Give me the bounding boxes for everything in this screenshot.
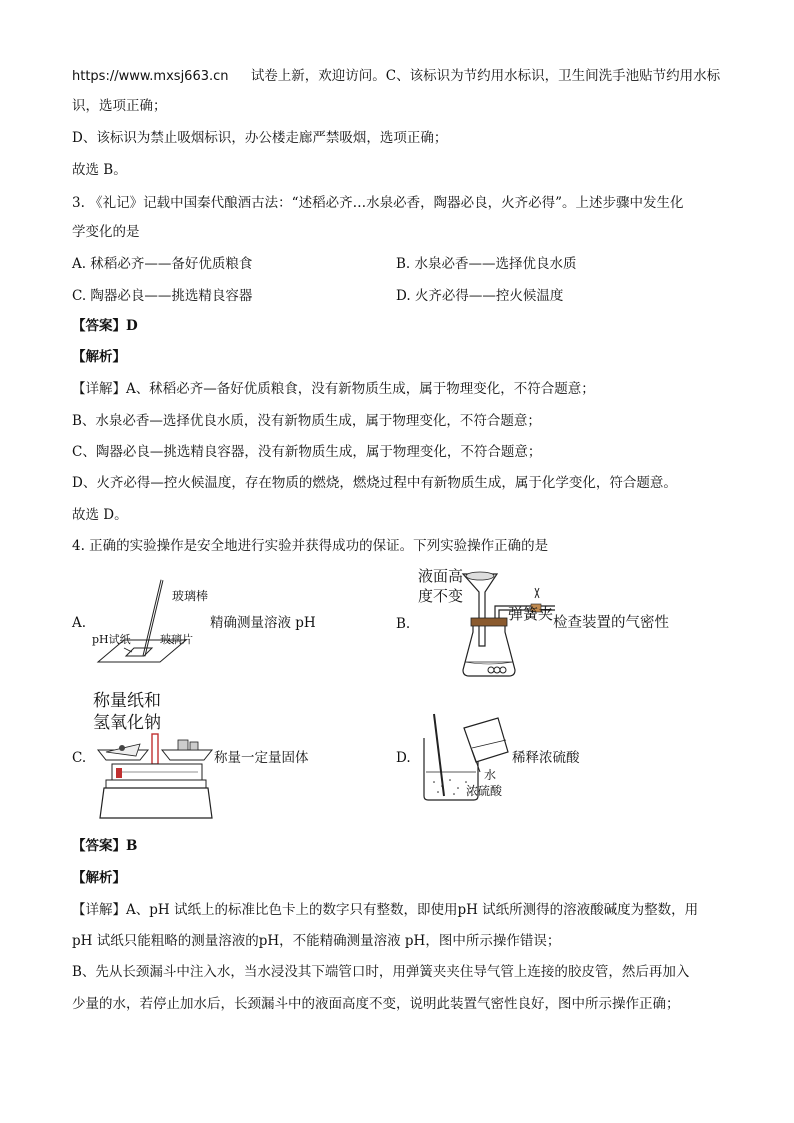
q3-detail-3: C、陶器必良—挑选精良容器，没有新物质生成，属于物理变化，不符合题意； bbox=[72, 444, 542, 460]
q3-detail-1: 【详解】A、秫稻必齐—备好优质粮食，没有新物质生成，属于物理变化，不符合题意； bbox=[72, 381, 595, 397]
q4-detail-3: B、先从长颈漏斗中注入水，当水浸没其下端管口时，用弹簧夹夹住导气管上连接的胶皮管，然后再加入 bbox=[72, 964, 690, 980]
glass-plate-label: 玻璃片 bbox=[160, 633, 193, 646]
line-4: 故选 B。 bbox=[72, 162, 127, 178]
q4-analysis-heading: 【解析】 bbox=[72, 870, 126, 886]
q4-answer: 【答案】B bbox=[72, 838, 138, 854]
q3-option-c: C. 陶器必良——挑选精良容器 bbox=[72, 288, 253, 304]
q4-option-a-letter: A. bbox=[72, 615, 87, 631]
weighing-paper-label-2: 氢氧化钠 bbox=[93, 713, 161, 733]
q3-conclusion: 故选 D。 bbox=[72, 507, 128, 523]
q3-answer: 【答案】D bbox=[72, 318, 138, 334]
q4-option-b-text: 检查装置的气密性 bbox=[553, 615, 669, 631]
line-2: 识，选项正确； bbox=[72, 98, 167, 114]
q4-option-d-letter: D. bbox=[396, 750, 411, 766]
weighing-paper-label-1: 称量纸和 bbox=[93, 691, 161, 711]
balance-figure bbox=[92, 730, 218, 822]
q4-detail-2: pH 试纸只能粗略的测量溶液的pH，不能精确测量溶液 pH，图中所示操作错误； bbox=[72, 933, 561, 949]
q3-analysis-heading: 【解析】 bbox=[72, 349, 126, 365]
q3-option-a: A. 秫稻必齐——备好优质粮食 bbox=[72, 256, 253, 272]
liquid-level-label-1: 液面高 bbox=[418, 567, 464, 585]
q4-option-b-letter: B. bbox=[396, 616, 411, 632]
source-url[interactable]: https://www.mxsj663.cn bbox=[72, 69, 229, 84]
glass-rod-label: 玻璃棒 bbox=[172, 589, 209, 603]
spring-clip-label: 弹簧夹 bbox=[508, 605, 554, 623]
q3-option-b: B. 水泉必香——选择优良水质 bbox=[396, 256, 577, 272]
q4-detail-1: 【详解】A、pH 试纸上的标准比色卡上的数字只有整数，即使用pH 试纸所测得的溶液酸碱度为整数，用 bbox=[72, 902, 699, 918]
line-3: D、该标识为禁止吸烟标识，办公楼走廊严禁吸烟，选项正确； bbox=[72, 130, 448, 146]
q3-detail-2: B、水泉必香—选择优良水质，没有新物质生成，属于物理变化，不符合题意； bbox=[72, 413, 541, 429]
question-4-stem: 4. 正确的实验操作是安全地进行实验并获得成功的保证。下列实验操作正确的是 bbox=[72, 538, 549, 554]
q3-option-d: D. 火齐必得——控火候温度 bbox=[396, 288, 564, 304]
q4-option-c-letter: C. bbox=[72, 750, 87, 766]
q4-detail-4: 少量的水，若停止加水后，长颈漏斗中的液面高度不变，说明此装置气密性良好，图中所示操作正确； bbox=[72, 996, 680, 1012]
water-label: 水 bbox=[484, 768, 497, 782]
q4-option-a-text: 精确测量溶液 pH bbox=[210, 615, 316, 631]
q4-option-c-text: 称量一定量固体 bbox=[214, 750, 309, 766]
q4-option-d-text: 稀释浓硫酸 bbox=[512, 750, 580, 766]
question-3-stem: 3. 《礼记》记载中国秦代酿酒古法：“述稻必齐…水泉必香，陶器必良，火齐必得”。上述步骤中发生化 bbox=[72, 195, 684, 211]
q3-detail-4: D、火齐必得—控火候温度，存在物质的燃烧，燃烧过程中有新物质生成，属于化学变化，符合题意。 bbox=[72, 475, 677, 491]
question-3-stem-2: 学变化的是 bbox=[72, 224, 140, 240]
line-1: https://www.mxsj663.cn 试卷上新，欢迎访问。C、该标识为节约用水标识，卫生间洗手池贴节约用水标 bbox=[72, 68, 721, 84]
ph-paper-label: pH试纸 bbox=[92, 633, 131, 646]
sulfuric-acid-label: 浓硫酸 bbox=[466, 784, 503, 798]
liquid-level-label-2: 度不变 bbox=[418, 587, 464, 605]
